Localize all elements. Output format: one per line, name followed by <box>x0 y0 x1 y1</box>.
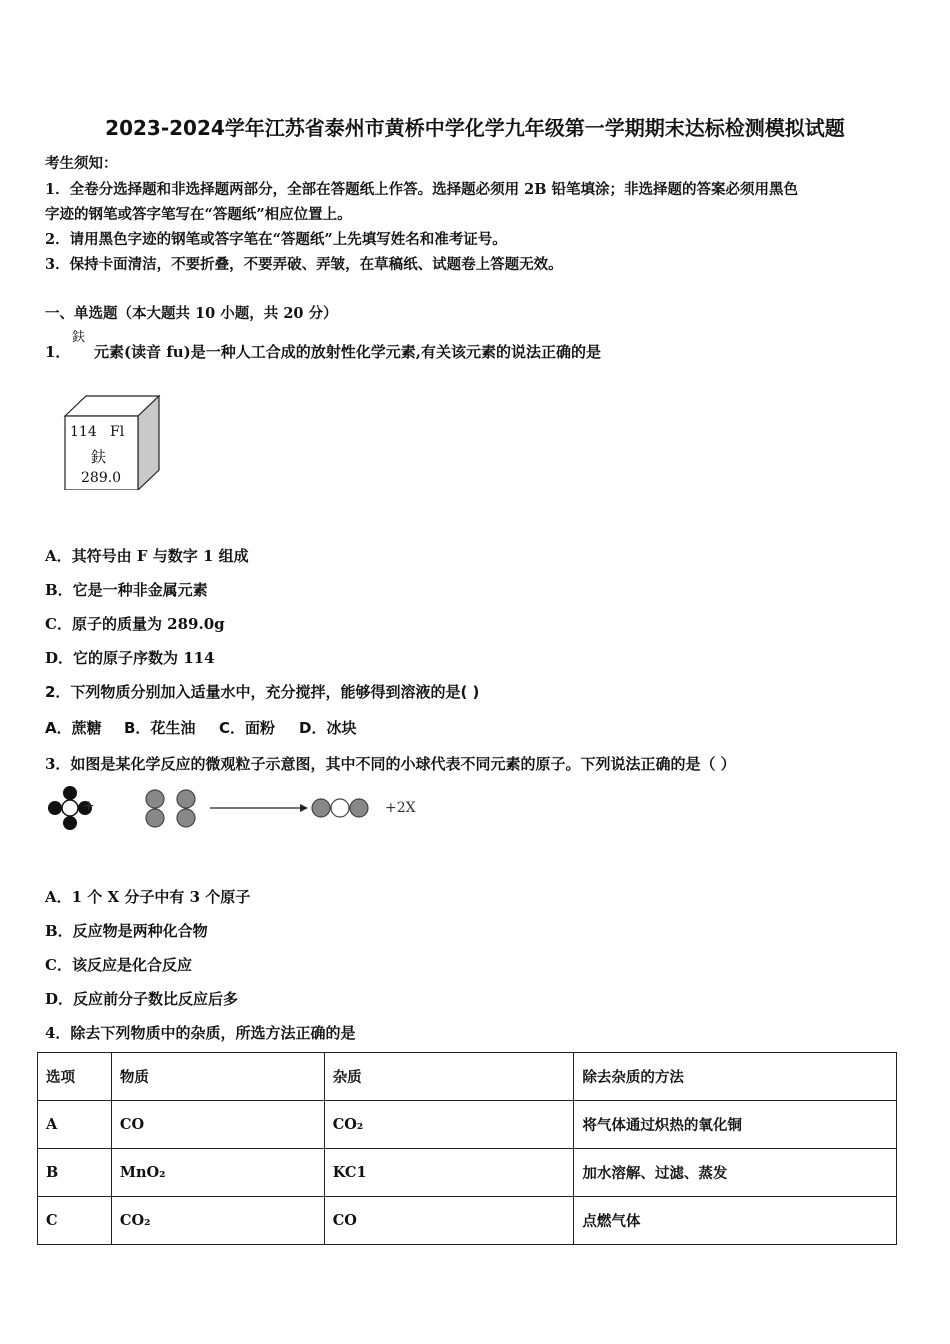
notice-line: 1．全卷分选择题和非选择题两部分，全部在答题纸上作答。选择题必须用 2B 铅笔填涂；非选择题的答案必须用黑色 <box>45 181 799 198</box>
q2-option-d: D．冰块 <box>299 719 357 737</box>
table-cell: 加水溶解、过滤、蒸发 <box>574 1149 897 1197</box>
element-name: 鈇 <box>91 448 107 466</box>
q4-stem: 4．除去下列物质中的杂质，所选方法正确的是 <box>45 1024 356 1042</box>
table-cell: B <box>38 1149 112 1197</box>
q1-element-glyph: 鈇 <box>72 330 86 345</box>
notice-line: 字迹的钢笔或答字笔写在“答题纸”相应位置上。 <box>45 206 352 223</box>
reaction-plus: + <box>83 798 95 814</box>
q1-number: 1． <box>45 343 71 361</box>
q3-option-c: C．该反应是化合反应 <box>45 956 192 974</box>
table-header-cell: 杂质 <box>324 1053 574 1101</box>
element-symbol: Fl <box>110 424 125 440</box>
table-row <box>38 1197 897 1245</box>
reaction-diagram <box>45 784 435 834</box>
q3-stem: 3．如图是某化学反应的微观粒子示意图，其中不同的小球代表不同元素的原子。下列说法正确的是（ ） <box>45 755 736 773</box>
table-cell: 将气体通过炽热的氧化铜 <box>574 1101 897 1149</box>
q1-option-a: A．其符号由 F 与数字 1 组成 <box>45 547 249 565</box>
reactant-molecule-2 <box>146 790 164 827</box>
table-header-cell: 物质 <box>111 1053 324 1101</box>
page-title: 2023-2024学年江苏省泰州市黄桥中学化学九年级第一学期期末达标检测模拟试题 <box>105 116 845 140</box>
table-cell: C <box>38 1197 112 1245</box>
reaction-extra-product: +2X <box>385 800 416 816</box>
table-cell: A <box>38 1101 112 1149</box>
table-row <box>38 1149 897 1197</box>
q2-option-b: B．花生油 <box>124 719 196 737</box>
q1-option-c: C．原子的质量为 289.0g <box>45 615 225 633</box>
notice-line: 3．保持卡面清洁，不要折叠，不要弄破、弄皱，在草稿纸、试题卷上答题无效。 <box>45 256 563 273</box>
q1-option-b: B．它是一种非金属元素 <box>45 581 208 599</box>
notice-line: 2．请用黑色字迹的钢笔或答字笔在“答题纸”上先填写姓名和准考证号。 <box>45 231 507 248</box>
q4-table <box>37 1052 897 1245</box>
table-cell: MnO₂ <box>111 1149 324 1197</box>
q2-option-a: A．蔗糖 <box>45 719 102 737</box>
q3-option-a: A．1 个 X 分子中有 3 个原子 <box>45 888 251 906</box>
table-cell: CO <box>111 1101 324 1149</box>
q1-stem: 元素(读音 fu)是一种人工合成的放射性化学元素,有关该元素的说法正确的是 <box>94 343 602 361</box>
product-molecule <box>312 799 368 817</box>
q1-option-d: D．它的原子序数为 114 <box>45 649 215 667</box>
q2-option-c: C．面粉 <box>219 719 276 737</box>
table-header-cell: 选项 <box>38 1053 112 1101</box>
reaction-arrow <box>210 804 308 812</box>
table-header-row <box>38 1053 897 1101</box>
q3-option-b: B．反应物是两种化合物 <box>45 922 208 940</box>
table-cell: CO₂ <box>324 1101 574 1149</box>
table-cell: CO₂ <box>111 1197 324 1245</box>
table-header-cell: 除去杂质的方法 <box>574 1053 897 1101</box>
table-cell: CO <box>324 1197 574 1245</box>
notice-heading: 考生须知： <box>45 155 118 172</box>
element-atomic-number: 114 <box>70 424 97 440</box>
table-row <box>38 1101 897 1149</box>
reactant-molecule-3 <box>177 790 195 827</box>
table-cell: 点燃气体 <box>574 1197 897 1245</box>
table-cell: KC1 <box>324 1149 574 1197</box>
element-mass: 289.0 <box>81 470 122 486</box>
q3-option-d: D．反应前分子数比反应后多 <box>45 990 239 1008</box>
section-heading: 一、单选题（本大题共 10 小题，共 20 分） <box>45 305 338 322</box>
q2-stem: 2．下列物质分别加入适量水中，充分搅拌，能够得到溶液的是( ) <box>45 683 480 701</box>
